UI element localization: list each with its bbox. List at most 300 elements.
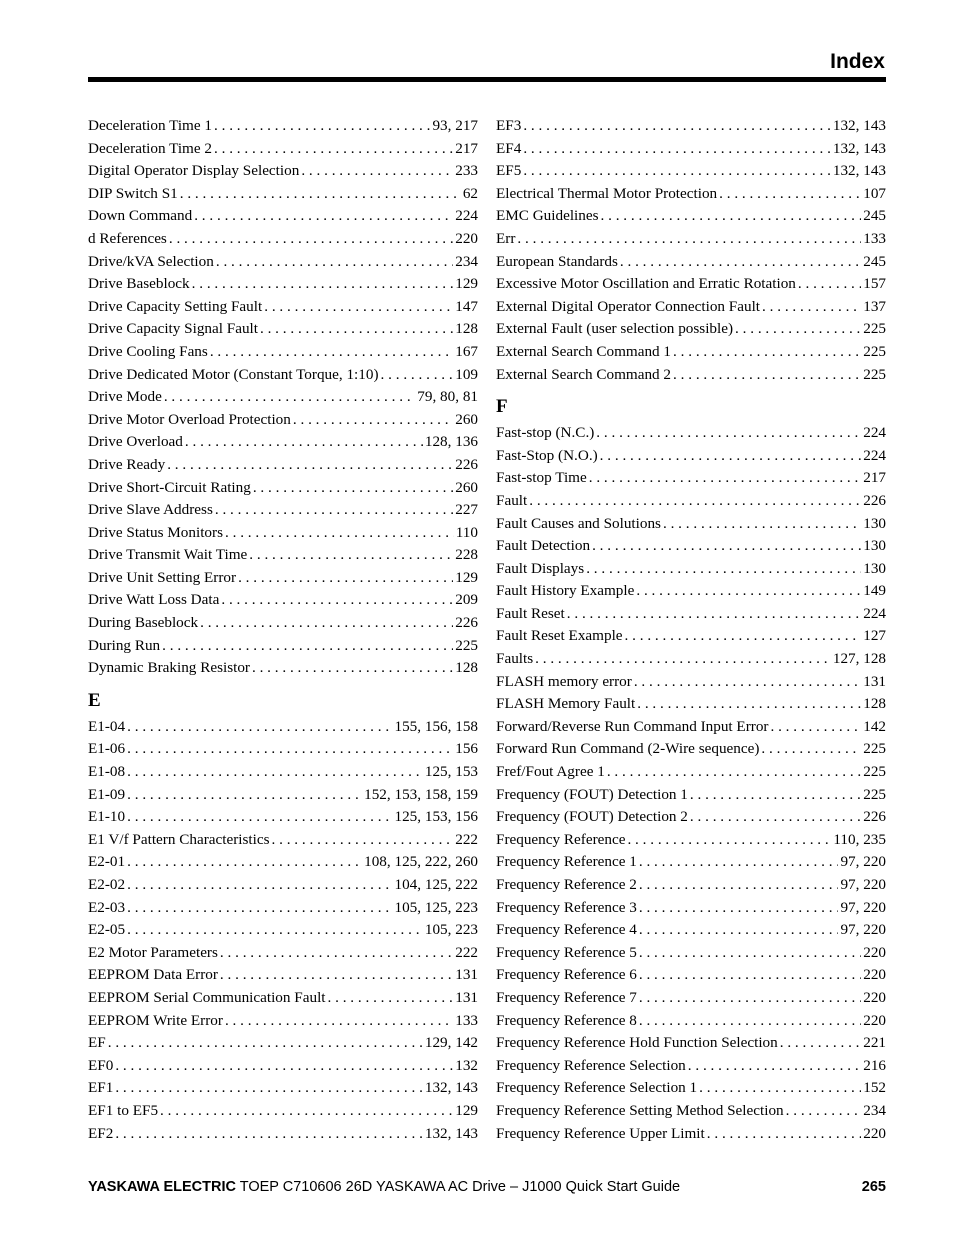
- index-list-e-continued: [496, 115, 886, 386]
- dot-leader: [601, 205, 862, 228]
- index-pages: 130: [863, 537, 886, 555]
- index-pages: 224: [455, 207, 478, 225]
- dot-leader: [688, 1055, 861, 1078]
- dot-leader: [127, 897, 392, 920]
- dot-leader: [127, 874, 392, 897]
- index-pages: 128: [455, 320, 478, 338]
- index-pages: 220: [863, 1011, 886, 1029]
- dot-leader: [627, 829, 831, 852]
- index-entry: [88, 657, 478, 680]
- index-term: Frequency Reference 7: [496, 988, 637, 1006]
- index-pages: 152: [863, 1079, 886, 1097]
- index-term: Drive Capacity Signal Fault: [88, 320, 258, 338]
- index-pages: 222: [455, 830, 478, 848]
- index-term: Fault History Example: [496, 582, 635, 600]
- index-pages: 245: [863, 207, 886, 225]
- index-pages: 110: [455, 523, 478, 541]
- index-pages: 220: [863, 1124, 886, 1142]
- index-entry: [88, 409, 478, 432]
- dot-leader: [127, 919, 423, 942]
- index-pages: 225: [863, 763, 886, 781]
- dot-leader: [634, 671, 861, 694]
- index-pages: 132, 143: [424, 1124, 478, 1142]
- index-pages: 132, 143: [832, 117, 886, 134]
- index-pages: 132, 143: [832, 139, 886, 157]
- index-pages: 142: [863, 717, 886, 735]
- dot-leader: [798, 273, 861, 296]
- index-pages: 233: [455, 162, 478, 180]
- dot-leader: [253, 477, 453, 500]
- index-term: EF0: [88, 1056, 114, 1074]
- index-term: Faults: [496, 650, 534, 668]
- index-pages: 226: [863, 491, 886, 509]
- index-entry: [496, 138, 886, 161]
- index-term: DIP Switch S1: [88, 184, 178, 202]
- index-term: Drive Motor Overload Protection: [88, 410, 291, 428]
- index-entry: [88, 386, 478, 409]
- index-term: E2-05: [88, 921, 126, 939]
- index-list-f: [496, 422, 886, 1145]
- index-term: Drive Watt Loss Data: [88, 591, 220, 609]
- index-pages: 220: [455, 229, 478, 247]
- index-term: Fault Displays: [496, 559, 585, 577]
- dot-leader: [200, 612, 453, 635]
- index-pages: 157: [863, 275, 886, 293]
- index-entry: [88, 1100, 478, 1123]
- index-entry: [496, 558, 886, 581]
- index-pages: 130: [863, 514, 886, 532]
- index-term: Frequency Reference 8: [496, 1011, 637, 1029]
- index-term: Drive Transmit Wait Time: [88, 546, 248, 564]
- dot-leader: [761, 738, 861, 761]
- index-term: E1-04: [88, 717, 126, 735]
- index-entry: [496, 919, 886, 942]
- index-pages: 216: [863, 1056, 886, 1074]
- index-pages: 128, 136: [424, 433, 478, 451]
- index-term: Dynamic Braking Resistor: [88, 659, 250, 677]
- index-entry: [88, 138, 478, 161]
- index-term: European Standards: [496, 252, 618, 270]
- dot-leader: [127, 784, 362, 807]
- dot-leader: [252, 657, 453, 680]
- index-pages: 125, 153: [424, 763, 478, 781]
- index-entry: [88, 431, 478, 454]
- dot-leader: [699, 1077, 861, 1100]
- index-term: Fast-stop (N.C.): [496, 424, 595, 442]
- index-term: Frequency Reference 5: [496, 943, 637, 961]
- index-entry: [496, 422, 886, 445]
- dot-leader: [220, 942, 453, 965]
- index-pages: 128: [455, 659, 478, 677]
- index-term: EEPROM Write Error: [88, 1011, 223, 1029]
- dot-leader: [735, 318, 861, 341]
- index-pages: 226: [455, 455, 478, 473]
- index-term: E1-06: [88, 740, 126, 758]
- index-entry: [88, 251, 478, 274]
- index-term: Drive Dedicated Motor (Constant Torque, 1:10): [88, 365, 379, 383]
- dot-leader: [625, 625, 862, 648]
- index-term: During Baseblock: [88, 614, 199, 632]
- dot-leader: [529, 490, 861, 513]
- index-entry: [496, 580, 886, 603]
- index-pages: 125, 153, 156: [394, 808, 478, 826]
- index-entry: [88, 942, 478, 965]
- index-pages: 260: [455, 410, 478, 428]
- index-pages: 129, 142: [424, 1034, 478, 1052]
- index-term: External Digital Operator Connection Fault: [496, 297, 761, 315]
- index-pages: 225: [863, 320, 886, 338]
- dot-leader: [586, 558, 861, 581]
- index-term: EF4: [496, 139, 522, 157]
- dot-leader: [770, 716, 861, 739]
- footer-doc-title: TOEP C710606 26D YASKAWA AC Drive – J1000 Quick Start Guide: [239, 1179, 681, 1195]
- index-entry: [88, 567, 478, 590]
- index-entry: [496, 851, 886, 874]
- index-term: Drive Capacity Setting Fault: [88, 297, 263, 315]
- index-term: Frequency Reference 3: [496, 898, 637, 916]
- index-entry: [88, 874, 478, 897]
- dot-leader: [762, 296, 861, 319]
- index-entry: [88, 1077, 478, 1100]
- index-entry: [88, 544, 478, 567]
- index-pages: 131: [863, 672, 886, 690]
- index-term: Drive Baseblock: [88, 275, 190, 293]
- index-term: Err: [496, 229, 516, 247]
- index-pages: 110, 235: [833, 830, 886, 848]
- index-entry: [88, 205, 478, 228]
- index-pages: 147: [455, 297, 478, 315]
- index-term: Drive Short-Circuit Rating: [88, 478, 251, 496]
- index-term: Deceleration Time 2: [88, 139, 213, 157]
- index-pages: 234: [455, 252, 478, 270]
- index-pages: 79, 80, 81: [417, 388, 478, 406]
- index-entry: [496, 535, 886, 558]
- dot-leader: [786, 1100, 862, 1123]
- index-entry: [88, 1010, 478, 1033]
- dot-leader: [185, 431, 423, 454]
- index-entry: [496, 761, 886, 784]
- index-pages: 128: [863, 695, 886, 713]
- index-entry: [496, 671, 886, 694]
- index-term: Frequency Reference 6: [496, 966, 637, 984]
- dot-leader: [238, 567, 453, 590]
- dot-leader: [160, 1100, 453, 1123]
- index-pages: 225: [455, 636, 478, 654]
- index-pages: 155, 156, 158: [394, 717, 478, 735]
- index-entry: [496, 273, 886, 296]
- dot-leader: [169, 228, 453, 251]
- dot-leader: [225, 1010, 453, 1033]
- index-term: EF: [88, 1034, 106, 1052]
- index-pages: 127, 128: [832, 650, 886, 668]
- dot-leader: [164, 386, 415, 409]
- header-rule: [88, 77, 886, 82]
- index-pages: 129: [455, 568, 478, 586]
- index-term: External Fault (user selection possible): [496, 320, 734, 338]
- index-pages: 260: [455, 478, 478, 496]
- dot-leader: [264, 296, 453, 319]
- dot-leader: [210, 341, 453, 364]
- index-term: E1 V/f Pattern Characteristics: [88, 830, 270, 848]
- index-entry: [88, 1032, 478, 1055]
- index-entry: [88, 897, 478, 920]
- index-pages: 245: [863, 252, 886, 270]
- index-entry: [88, 829, 478, 852]
- index-entry: [88, 522, 478, 545]
- page-title: Index: [830, 50, 885, 73]
- index-entry: [88, 115, 478, 138]
- index-term: E1-10: [88, 808, 126, 826]
- index-pages: 225: [863, 342, 886, 360]
- index-pages: 217: [863, 469, 886, 487]
- dot-leader: [249, 544, 453, 567]
- dot-leader: [690, 806, 861, 829]
- index-term: E2-03: [88, 898, 126, 916]
- index-entry: [88, 987, 478, 1010]
- dot-leader: [523, 115, 831, 138]
- index-term: Frequency Reference Upper Limit: [496, 1124, 705, 1142]
- index-term: Forward/Reverse Run Command Input Error: [496, 717, 769, 735]
- index-entry: [496, 738, 886, 761]
- index-term: Frequency Reference Hold Function Selection: [496, 1034, 778, 1052]
- index-term: Forward Run Command (2-Wire sequence): [496, 740, 760, 758]
- index-entry: [496, 364, 886, 387]
- index-term: Drive Cooling Fans: [88, 342, 208, 360]
- index-term: EEPROM Data Error: [88, 966, 218, 984]
- index-pages: 131: [455, 988, 478, 1006]
- dot-leader: [517, 228, 861, 251]
- index-pages: 131: [455, 966, 478, 984]
- index-entry: [496, 160, 886, 183]
- index-term: Frequency Reference 1: [496, 853, 637, 871]
- footer-brand: YASKAWA ELECTRIC: [88, 1179, 236, 1195]
- index-entry: [496, 829, 886, 852]
- index-entry: [88, 784, 478, 807]
- dot-leader: [780, 1032, 861, 1055]
- index-term: Drive Status Monitors: [88, 523, 223, 541]
- index-entry: [88, 341, 478, 364]
- index-pages: 109: [455, 365, 478, 383]
- index-pages: 107: [863, 184, 886, 202]
- index-pages: 234: [863, 1101, 886, 1119]
- dot-leader: [637, 693, 861, 716]
- dot-leader: [127, 716, 392, 739]
- index-term: EF3: [496, 117, 522, 134]
- index-term: Drive/kVA Selection: [88, 252, 214, 270]
- section-letter-f: F: [496, 396, 508, 418]
- index-entry: [88, 296, 478, 319]
- index-pages: 133: [455, 1011, 478, 1029]
- index-term: E1-08: [88, 763, 126, 781]
- index-term: Frequency Reference 4: [496, 921, 637, 939]
- dot-leader: [216, 251, 453, 274]
- index-pages: 220: [863, 943, 886, 961]
- dot-leader: [115, 1055, 453, 1078]
- index-entry: [496, 1032, 886, 1055]
- index-pages: 93, 217: [432, 117, 478, 134]
- dot-leader: [127, 851, 362, 874]
- index-pages: 224: [863, 446, 886, 464]
- index-entry: [88, 851, 478, 874]
- dot-leader: [592, 535, 861, 558]
- dot-leader: [589, 467, 861, 490]
- index-entry: [496, 318, 886, 341]
- index-entry: [496, 716, 886, 739]
- dot-leader: [663, 513, 861, 536]
- index-entry: [88, 635, 478, 658]
- index-term: E2-02: [88, 876, 126, 893]
- index-term: Frequency (FOUT) Detection 2: [496, 808, 688, 826]
- index-pages: 209: [455, 591, 478, 609]
- dot-leader: [108, 1032, 423, 1055]
- index-entry: [496, 490, 886, 513]
- index-entry: [496, 1100, 886, 1123]
- dot-leader: [127, 761, 423, 784]
- index-entry: [88, 612, 478, 635]
- index-entry: [496, 1010, 886, 1033]
- index-entry: [496, 784, 886, 807]
- dot-leader: [620, 251, 861, 274]
- index-term: Fault Reset: [496, 604, 565, 622]
- index-term: EF2: [88, 1124, 114, 1142]
- index-pages: 129: [455, 275, 478, 293]
- index-term: E1-09: [88, 785, 126, 803]
- index-term: Drive Unit Setting Error: [88, 568, 237, 586]
- index-term: During Run: [88, 636, 161, 654]
- index-term: External Search Command 2: [496, 365, 672, 383]
- dot-leader: [127, 806, 392, 829]
- dot-leader: [607, 761, 861, 784]
- dot-leader: [214, 115, 430, 138]
- dot-leader: [225, 522, 454, 545]
- index-term: E2 Motor Parameters: [88, 943, 218, 961]
- dot-leader: [115, 1123, 423, 1146]
- index-pages: 132: [455, 1056, 478, 1074]
- index-entry: [496, 1123, 886, 1146]
- index-entry: [496, 874, 886, 897]
- dot-leader: [719, 183, 861, 206]
- index-pages: 137: [863, 297, 886, 315]
- index-pages: 167: [455, 342, 478, 360]
- index-pages: 226: [455, 614, 478, 632]
- index-term: Digital Operator Display Selection: [88, 162, 300, 180]
- index-entry: [88, 761, 478, 784]
- index-term: E2-01: [88, 853, 126, 871]
- dot-leader: [220, 964, 453, 987]
- index-pages: 105, 125, 223: [394, 898, 478, 916]
- index-entry: [496, 1077, 886, 1100]
- index-pages: 224: [863, 604, 886, 622]
- index-pages: 97, 220: [840, 898, 886, 916]
- index-term: Fref/Fout Agree 1: [496, 763, 605, 781]
- page-footer: [88, 1179, 886, 1195]
- index-entry: [496, 1055, 886, 1078]
- index-pages: 97, 220: [840, 853, 886, 871]
- index-term: EF5: [496, 162, 522, 180]
- index-entry: [88, 228, 478, 251]
- index-entry: [88, 499, 478, 522]
- index-term: Electrical Thermal Motor Protection: [496, 184, 718, 202]
- index-term: Fast-Stop (N.O.): [496, 446, 598, 464]
- index-term: Frequency Reference 2: [496, 876, 637, 893]
- index-pages: 133: [863, 229, 886, 247]
- index-entry: [496, 228, 886, 251]
- dot-leader: [639, 874, 839, 897]
- index-term: EF1 to EF5: [88, 1101, 159, 1119]
- index-pages: 108, 125, 222, 260: [364, 853, 478, 871]
- dot-leader: [690, 784, 861, 807]
- index-entry: [88, 160, 478, 183]
- index-entry: [88, 589, 478, 612]
- dot-leader: [639, 919, 839, 942]
- index-pages: 97, 220: [840, 921, 886, 939]
- index-list-d: [88, 115, 478, 680]
- index-term: EF1: [88, 1079, 114, 1097]
- index-pages: 227: [455, 501, 478, 519]
- index-entry: [88, 806, 478, 829]
- index-term: d References: [88, 229, 167, 247]
- index-entry: [496, 625, 886, 648]
- dot-leader: [636, 580, 861, 603]
- index-term: EMC Guidelines: [496, 207, 599, 225]
- dot-leader: [673, 341, 861, 364]
- index-pages: 222: [455, 943, 478, 961]
- index-term: FLASH Memory Fault: [496, 695, 636, 713]
- index-entry: [88, 454, 478, 477]
- dot-leader: [301, 160, 453, 183]
- index-term: Excessive Motor Oscillation and Erratic Rotation: [496, 275, 796, 293]
- dot-leader: [639, 897, 839, 920]
- dot-leader: [639, 964, 861, 987]
- index-entry: [496, 445, 886, 468]
- index-pages: 220: [863, 988, 886, 1006]
- index-entry: [88, 183, 478, 206]
- index-term: Drive Ready: [88, 455, 166, 473]
- index-entry: [496, 987, 886, 1010]
- index-term: Deceleration Time 1: [88, 117, 213, 134]
- index-term: Frequency Reference: [496, 830, 626, 848]
- dot-leader: [639, 942, 861, 965]
- dot-leader: [180, 183, 461, 206]
- index-term: Down Command: [88, 207, 193, 225]
- index-pages: 152, 153, 158, 159: [364, 785, 478, 803]
- index-pages: 105, 223: [424, 921, 478, 939]
- dot-leader: [221, 589, 453, 612]
- footer-text: [88, 1179, 680, 1195]
- index-pages: 156: [455, 740, 478, 758]
- index-term: Fault: [496, 491, 528, 509]
- dot-leader: [272, 829, 454, 852]
- index-entry: [496, 648, 886, 671]
- index-entry: [88, 1055, 478, 1078]
- index-term: Fault Causes and Solutions: [496, 514, 661, 532]
- index-pages: 132, 143: [832, 162, 886, 180]
- index-term: Fault Reset Example: [496, 627, 623, 645]
- index-entry: [88, 964, 478, 987]
- dot-leader: [639, 987, 861, 1010]
- index-term: Drive Mode: [88, 388, 162, 406]
- index-entry: [496, 296, 886, 319]
- index-pages: 217: [455, 139, 478, 157]
- dot-leader: [293, 409, 453, 432]
- index-entry: [88, 364, 478, 387]
- index-pages: 228: [455, 546, 478, 564]
- index-entry: [88, 273, 478, 296]
- index-entry: [496, 513, 886, 536]
- index-pages: 225: [863, 740, 886, 758]
- dot-leader: [596, 422, 861, 445]
- index-entry: [496, 341, 886, 364]
